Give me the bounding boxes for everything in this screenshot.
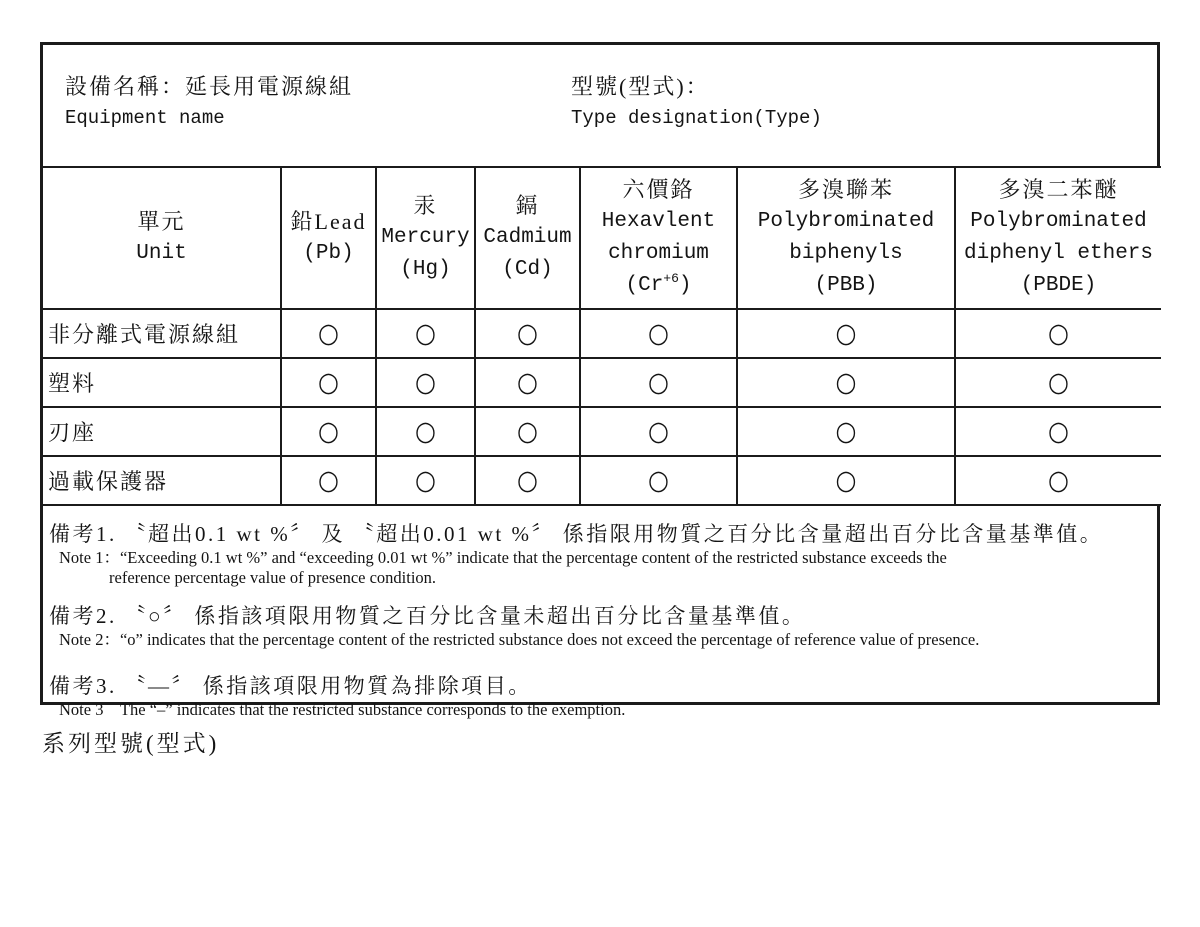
circle-mark: ○: [835, 366, 857, 398]
column-header-line: (PBDE): [1020, 274, 1097, 297]
unit-cell: 刃座: [43, 407, 281, 456]
note-1-zh: 備考1. 〝超出0.1 wt %〞 及 〝超出0.01 wt %〞 係指限用物質之百分比含量超出百分比含量基準值。: [49, 522, 1104, 546]
equipment-name-block: [65, 73, 353, 129]
unit-cell: 塑料: [43, 358, 281, 407]
circle-mark: ○: [835, 317, 857, 349]
compliance-mark-cell: [737, 309, 955, 358]
column-header-hexavalent-chromium: [580, 167, 737, 309]
circle-mark: ○: [517, 415, 538, 447]
note-2-en: Note 2：“o” indicates that the percentage content of the restricted substance does not exceed the percentage of reference value of presence.: [59, 630, 980, 649]
column-header-lead: [281, 167, 376, 309]
column-header-line: 多溴聯苯: [797, 177, 894, 202]
circle-mark: ○: [318, 317, 339, 349]
compliance-mark-cell: [580, 456, 737, 505]
column-header-line: diphenyl ethers: [963, 242, 1154, 265]
column-header-line: (Pb): [303, 242, 354, 265]
note-3: [49, 673, 1145, 720]
compliance-mark-cell: [580, 309, 737, 358]
document-header: [43, 45, 1157, 166]
column-header-line: Hexavlent: [601, 210, 716, 233]
circle-mark: ○: [648, 415, 669, 447]
column-header-line: Mercury: [381, 226, 470, 249]
declaration-box: [40, 42, 1160, 719]
column-header-line: 多溴二苯醚: [998, 177, 1119, 202]
compliance-mark-cell: [475, 309, 580, 358]
compliance-mark-cell: [737, 456, 955, 505]
type-designation-block: [571, 73, 822, 129]
note-1-en-cont: reference percentage value of presence condition.: [109, 568, 437, 587]
column-header-pbb: [737, 167, 955, 309]
compliance-mark-cell: [737, 358, 955, 407]
compliance-mark-cell: [376, 358, 475, 407]
column-header-cadmium: [475, 167, 580, 309]
circle-mark: ○: [517, 464, 538, 496]
compliance-mark-cell: [955, 456, 1161, 505]
note-2-zh: 備考2. 〝○〞 係指該項限用物質之百分比含量未超出百分比含量基準值。: [49, 604, 806, 628]
column-header-line: 鎘: [515, 193, 540, 218]
column-header-line: Cadmium: [483, 226, 572, 249]
series-model-label: 系列型號(型式): [42, 731, 220, 756]
circle-mark: ○: [835, 464, 857, 496]
table-row: [43, 358, 1161, 407]
column-header-unit: [43, 167, 281, 309]
circle-mark: ○: [318, 415, 339, 447]
compliance-mark-cell: [737, 407, 955, 456]
notes-section: [43, 506, 1157, 720]
compliance-mark-cell: [580, 358, 737, 407]
circle-mark: ○: [415, 317, 436, 349]
circle-mark: ○: [318, 464, 339, 496]
compliance-mark-cell: [475, 407, 580, 456]
compliance-mark-cell: [376, 456, 475, 505]
circle-mark: ○: [318, 366, 339, 398]
compliance-mark-cell: [281, 456, 376, 505]
column-header-line: Polybrominated: [970, 210, 1147, 233]
compliance-mark-cell: [955, 407, 1161, 456]
circle-mark: ○: [1048, 317, 1069, 349]
note-3-en: Note 3 The “–” indicates that the restricted substance corresponds to the exemption.: [59, 700, 626, 719]
unit-cell: 過載保護器: [43, 456, 281, 505]
circle-mark: ○: [1048, 415, 1069, 447]
compliance-mark-cell: [955, 358, 1161, 407]
column-header-line: $(Cr^{+6})$: [625, 271, 692, 297]
column-header-line: (Cd): [502, 258, 553, 281]
circle-mark: ○: [517, 317, 538, 349]
column-header-line: chromium: [608, 242, 709, 265]
circle-mark: ○: [648, 366, 669, 398]
unit-cell: 非分離式電源線組: [43, 309, 281, 358]
restricted-substances-table: [43, 166, 1161, 506]
note-1: [49, 521, 1145, 588]
table-row: [43, 309, 1161, 358]
column-header-line: Polybrominated: [757, 210, 935, 233]
column-header-pbde: [955, 167, 1161, 309]
compliance-mark-cell: [281, 407, 376, 456]
circle-mark: ○: [1048, 464, 1069, 496]
column-header-line: 鉛Lead: [290, 209, 367, 234]
circle-mark: ○: [1048, 366, 1069, 398]
compliance-mark-cell: [580, 407, 737, 456]
compliance-mark-cell: [955, 309, 1161, 358]
circle-mark: ○: [517, 366, 538, 398]
compliance-mark-cell: [475, 358, 580, 407]
circle-mark: ○: [648, 464, 669, 496]
compliance-mark-cell: [376, 309, 475, 358]
type-designation-label-zh: 型號(型式)：: [571, 74, 710, 99]
compliance-mark-cell: [281, 358, 376, 407]
type-designation-label-en: Type designation(Type): [571, 107, 822, 129]
note-2: [49, 603, 1145, 650]
note-3-zh: 備考3. 〝—〞 係指該項限用物質為排除項目。: [49, 674, 532, 698]
column-header-line: 汞: [413, 193, 438, 218]
compliance-mark-cell: [475, 456, 580, 505]
circle-mark: ○: [835, 415, 857, 447]
compliance-mark-cell: [281, 309, 376, 358]
compliance-mark-cell: [376, 407, 475, 456]
column-header-line: 六價鉻: [622, 177, 695, 202]
circle-mark: ○: [415, 415, 436, 447]
table-row: [43, 456, 1161, 505]
column-header-line: Unit: [136, 242, 187, 265]
column-header-line: 單元: [137, 209, 186, 234]
column-header-line: (PBB): [814, 274, 878, 297]
table-row: [43, 407, 1161, 456]
equipment-name-label-zh: 設備名稱：延長用電源線組: [65, 74, 354, 99]
note-1-en: Note 1：“Exceeding 0.1 wt %” and “exceeding 0.01 wt %” indicate that the percentage content of the restricted substance exceeds the: [59, 548, 947, 567]
circle-mark: ○: [415, 366, 436, 398]
column-header-line: biphenyls: [789, 242, 903, 265]
equipment-name-label-en: Equipment name: [65, 107, 225, 129]
column-header-line: (Hg): [400, 258, 451, 281]
circle-mark: ○: [415, 464, 436, 496]
column-header-mercury: [376, 167, 475, 309]
circle-mark: ○: [648, 317, 669, 349]
